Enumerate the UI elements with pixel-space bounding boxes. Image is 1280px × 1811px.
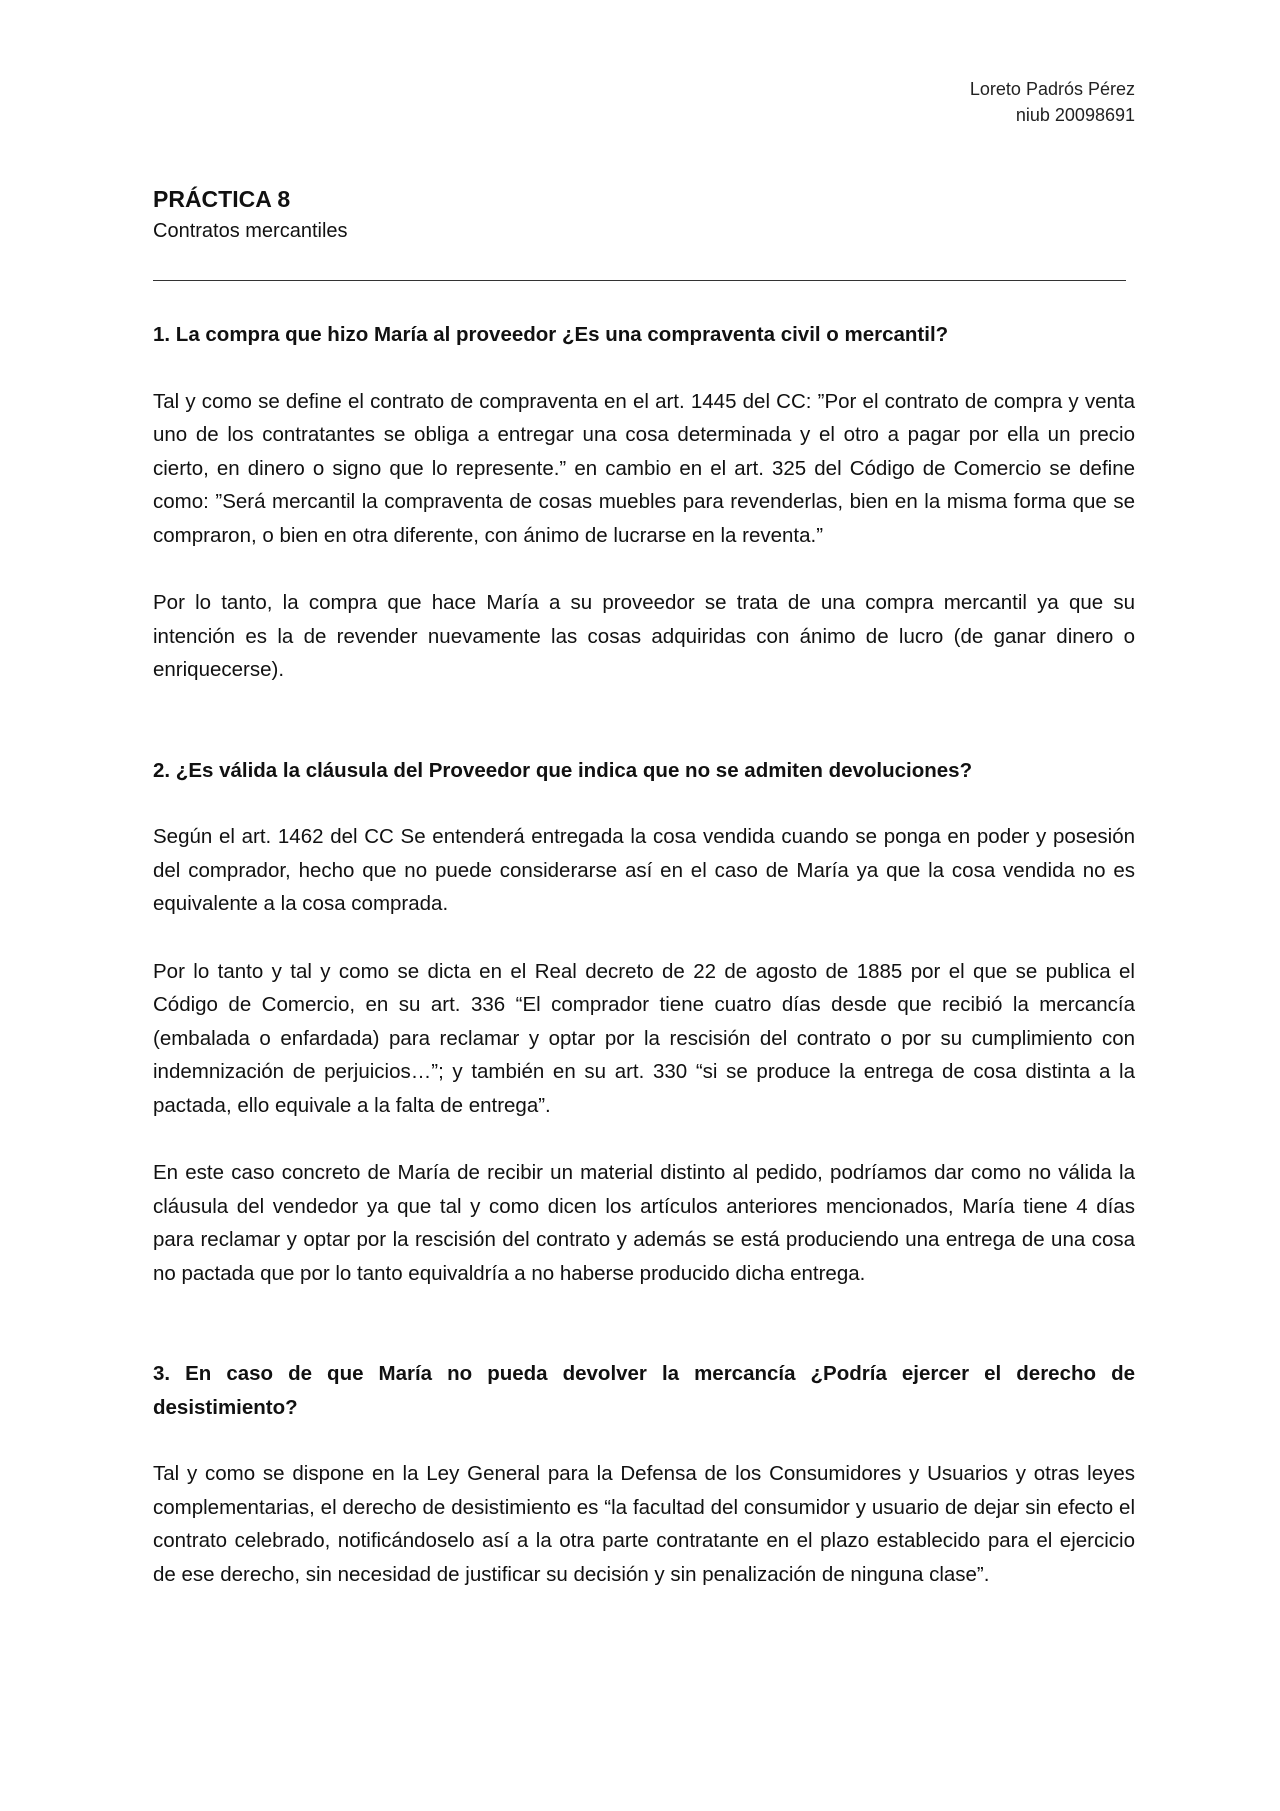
author-id: niub 20098691 (1015, 105, 1135, 125)
question-2: 2. ¿Es válida la cláusula del Proveedor que indica que no se admiten devoluciones? (153, 758, 973, 782)
paragraph: Según el art. 1462 del CC Se entenderá entregada la cosa vendida cuando se ponga en poder y posesión del comprador, hecho que no puede considerarse así en el caso de María ya que la cosa vendida no es equivalente a la cosa comprada. (153, 825, 1135, 915)
paragraph: Tal y como se dispone en la Ley General para la Defensa de los Consumidores y Usuarios y otras leyes complementarias, el derecho de desistimiento es “la facultad del consumidor y usuario de dejar sin efecto el contrato celebrado, notificándoselo así a la otra parte contratante en el plazo establecido para el ejercicio de ese derecho, sin necesidad de justificar su decisión y sin penalización de ninguna clase”. (153, 1462, 1135, 1586)
question-1: 1. La compra que hizo María al proveedor ¿Es una compraventa civil o mercantil? (153, 323, 949, 346)
title-block (153, 184, 1135, 245)
document-subtitle: Contratos mercantiles (153, 220, 348, 242)
paragraph: Por lo tanto, la compra que hace María a su proveedor se trata de una compra mercantil ya que su intención es la de revender nuevamente las cosas adquiridas con ánimo de lucro (de ganar dinero o enriquecerse). (153, 591, 1135, 681)
paragraph: Por lo tanto y tal y como se dicta en el Real decreto de 22 de agosto de 1885 por el que se publica el Código de Comercio, en su art. 336 “El comprador tiene cuatro días desde que recibió la mercancía (embalada o enfardada) para reclamar y optar por la rescisión del contrato o por su cumplimiento con indemnización de perjuicios…”; y también en su art. 330 “si se produce la entrega de cosa distinta a la pactada, ello equivale a la falta de entrega”. (153, 959, 1135, 1117)
document-body (153, 318, 1135, 1591)
header-divider (153, 280, 1126, 281)
question-3: 3. En caso de que María no pueda devolver la mercancía ¿Podría ejercer el derecho de desistimiento? (153, 1362, 1135, 1419)
paragraph: En este caso concreto de María de recibir un material distinto al pedido, podríamos dar como no válida la cláusula del vendedor ya que tal y como dicen los artículos anteriores mencionados, María tiene 4 días para reclamar y optar por la rescisión del contrato y además se está produciendo una entrega de una cosa no pactada que por lo tanto equivaldría a no haberse producido dicha entrega. (153, 1161, 1135, 1285)
paragraph: Tal y como se define el contrato de compraventa en el art. 1445 del CC: ”Por el contrato de compra y venta uno de los contratantes se obliga a entregar una cosa determinada y el otro a pagar por ella un precio cierto, en dinero o signo que lo represente.” en cambio en el art. 325 del Código de Comercio se define como: ”Será mercantil la compraventa de cosas muebles para revenderlas, bien en la misma forma que se compraron, o bien en otra diferente, con ánimo de lucrarse en la reventa.” (153, 389, 1135, 547)
document-title: PRÁCTICA 8 (153, 186, 291, 212)
author-name: Loreto Padrós Pérez (969, 79, 1135, 99)
author-block (970, 76, 1135, 128)
